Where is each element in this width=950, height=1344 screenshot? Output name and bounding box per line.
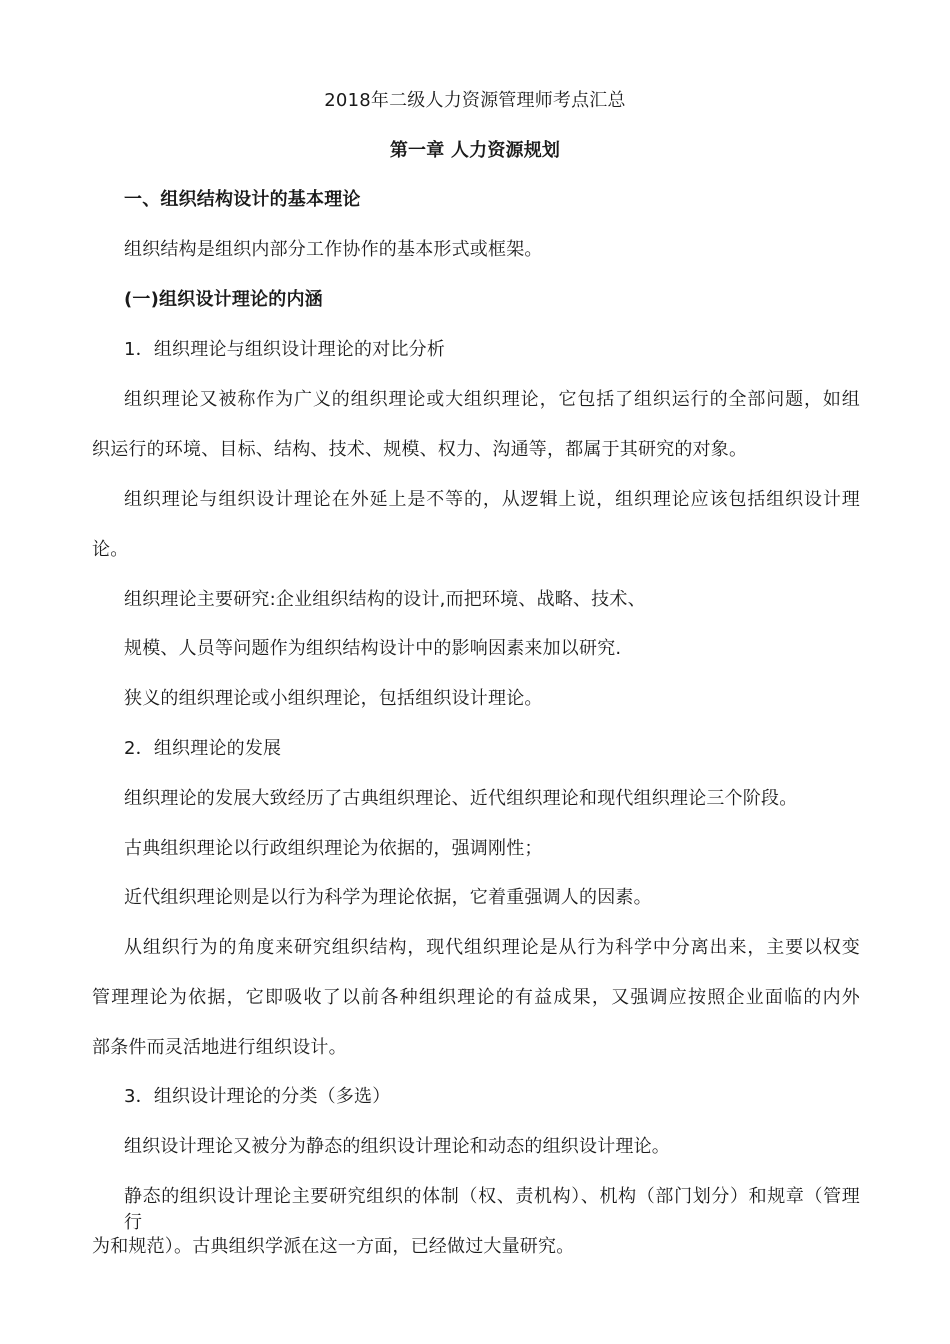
paragraph-line: 组织设计理论又被分为静态的组织设计理论和动态的组织设计理论。 xyxy=(124,1136,670,1157)
paragraph-line: 静态的组织设计理论主要研究组织的体制（权、责机构）、机构（部门划分）和规章（管理行 xyxy=(124,1186,860,1233)
paragraph-line: 管理理论为依据，它即吸收了以前各种组织理论的有益成果，又强调应按照企业面临的内外 xyxy=(92,987,860,1008)
chapter-heading: 第一章 人力资源规划 xyxy=(389,140,561,161)
paragraph-line: 组织理论的发展大致经历了古典组织理论、近代组织理论和现代组织理论三个阶段。 xyxy=(124,788,798,809)
paragraph-line: 织运行的环境、目标、结构、技术、规模、权力、沟通等，都属于其研究的对象。 xyxy=(92,439,748,460)
paragraph-line: 为和规范）。古典组织学派在这一方面，已经做过大量研究。 xyxy=(92,1236,575,1257)
numbered-heading: 1．组织理论与组织设计理论的对比分析 xyxy=(124,339,446,360)
document-title: 2018年二级人力资源管理师考点汇总 xyxy=(324,90,626,111)
numbered-heading: 3．组织设计理论的分类（多选） xyxy=(124,1086,391,1107)
paragraph-line: 组织理论又被称作为广义的组织理论或大组织理论，它包括了组织运行的全部问题，如组 xyxy=(124,389,860,410)
paragraph-line: 狭义的组织理论或小组织理论，包括组织设计理论。 xyxy=(124,688,543,709)
paragraph-line: 规模、人员等问题作为组织结构设计中的影响因素来加以研究. xyxy=(124,638,622,659)
subsection-heading: (一)组织设计理论的内涵 xyxy=(124,289,323,310)
paragraph-line: 论。 xyxy=(92,539,129,560)
paragraph-line: 组织理论与组织设计理论在外延上是不等的，从逻辑上说，组织理论应该包括组织设计理 xyxy=(124,489,860,510)
paragraph-line: 组织结构是组织内部分工作协作的基本形式或框架。 xyxy=(124,239,543,260)
paragraph-line: 近代组织理论则是以行为科学为理论依据，它着重强调人的因素。 xyxy=(124,887,652,908)
paragraph-line: 从组织行为的角度来研究组织结构，现代组织理论是从行为科学中分离出来，主要以权变 xyxy=(124,937,860,958)
paragraph-line: 古典组织理论以行政组织理论为依据的，强调刚性； xyxy=(124,838,543,859)
section-heading: 一、组织结构设计的基本理论 xyxy=(124,189,361,210)
paragraph-line: 部条件而灵活地进行组织设计。 xyxy=(92,1037,347,1058)
paragraph-line: 组织理论主要研究:企业组织结构的设计,而把环境、战略、技术、 xyxy=(124,589,646,610)
numbered-heading: 2．组织理论的发展 xyxy=(124,738,282,759)
